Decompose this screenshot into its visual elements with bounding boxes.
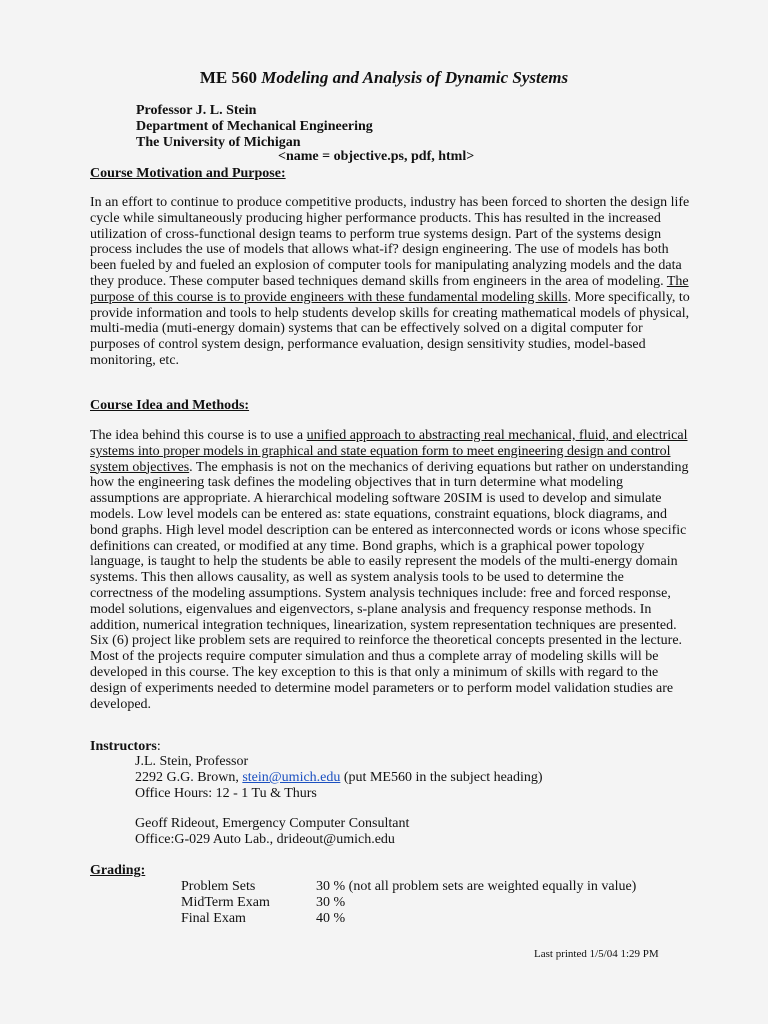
rideout-office: Office:G-029 Auto Lab., drideout@umich.edu <box>135 832 395 847</box>
stein-email-link[interactable]: stein@umich.edu <box>242 770 341 785</box>
rideout-name: Geoff Rideout, Emergency Computer Consultant <box>135 816 410 831</box>
professor-name: Professor J. L. Stein <box>136 103 257 118</box>
grading-value-final: 40 % <box>316 911 346 926</box>
stein-hours: Office Hours: 12 - 1 Tu & Thurs <box>135 786 317 801</box>
idea-text: The idea behind this course is to use a <box>90 428 307 443</box>
motivation-text-end: . More specifically, to provide information and tools to help students develop skills for creating mathematical models of physical, multi-media (muti-energy domain) systems that can be effectively solved on a digital computer for purposes of control system design, performance evaluation, design sensitivity studies, model-based monitoring, etc. <box>90 289 690 368</box>
motivation-text: In an effort to continue to produce competitive products, industry has been forced to shorten the design life cycle while simultaneously producing higher performance products. This has resulted in the increased utilization of cross-functional design teams to perform true systems design. Part of the systems design process includes the use of models that allows what-if? design engineering. The use of models has both been fueled by and fueled an explosion of computer tools for manipulating analyzing models and the data they produce. These computer based techniques demand skills from engineers in the area of modeling. <box>90 195 690 289</box>
idea-text-end: . The emphasis is not on the mechanics of deriving equations but rather on understanding how the engineering task defines the modeling objectives that in turn determine what modeling assumptions are appropriate. A hierarchical modeling software 20SIM is used to develop and simulate models. Low level models can be entered as: state equations, constraint equations, block diagrams, and bond graphs. High level model description can be entered as interconnected words or icons whose specific definitions can created, or modified at any time. Bond graphs, which is a graphical power topology language, is taught to help the students be able to easily represent the models of the multi-energy domain systems. This then allows causality, as well as system analysis tools to be used to determine the correctness of the modeling assumptions. System analysis techniques include: free and forced response, model solutions, eigenvalues and eigenvectors, s-plane analysis and frequency response methods. In addition, numerical integration techniques, linearization, system representation techniques are presented. Six (6) project like problem sets are required to reinforce the theoretical concepts presented in the lecture. Most of the projects require computer simulation and thus a complete array of modeling skills will be developed in this course. The key exception to this is that only a minimum of skills with regard to the design of experiments needed to determine model parameters or to perform model validation studies are developed. <box>90 459 689 712</box>
idea-paragraph <box>90 428 690 712</box>
motivation-purpose: The purpose of this course is to provide engineers with these fundamental modeling skills <box>90 273 689 305</box>
course-title <box>0 68 768 88</box>
file-name-note: <name = objective.ps, pdf, html> <box>278 149 475 164</box>
course-code: ME 560 <box>199 68 258 87</box>
idea-heading: Course Idea and Methods: <box>90 398 250 413</box>
grading-label-final: Final Exam <box>181 911 246 926</box>
course-name: Modeling and Analysis of Dynamic Systems <box>261 68 569 87</box>
idea-unified-approach: unified approach to abstracting real mechanical, fluid, and electrical systems into proper models in graphical and state equation form to meet engineering design and control system objectives <box>90 428 688 475</box>
last-printed-footer: Last printed 1/5/04 1:29 PM <box>534 948 659 960</box>
grading-value-midterm: 30 % <box>316 895 346 910</box>
motivation-paragraph <box>90 195 690 369</box>
stein-name: J.L. Stein, Professor <box>135 754 249 769</box>
stein-office: 2292 G.G. Brown, stein@umich.edu (put ME560 in the subject heading) <box>135 770 543 785</box>
university-name: The University of Michigan <box>136 135 301 150</box>
grading-label-problem-sets: Problem Sets <box>181 879 256 894</box>
department-name: Department of Mechanical Engineering <box>136 119 373 134</box>
grading-label-midterm: MidTerm Exam <box>181 895 270 910</box>
grading-value-problem-sets: 30 % (not all problem sets are weighted equally in value) <box>316 879 637 894</box>
motivation-heading: Course Motivation and Purpose: <box>90 166 286 181</box>
grading-heading: Grading: <box>90 863 146 878</box>
instructors-heading: Instructors: <box>90 739 161 754</box>
